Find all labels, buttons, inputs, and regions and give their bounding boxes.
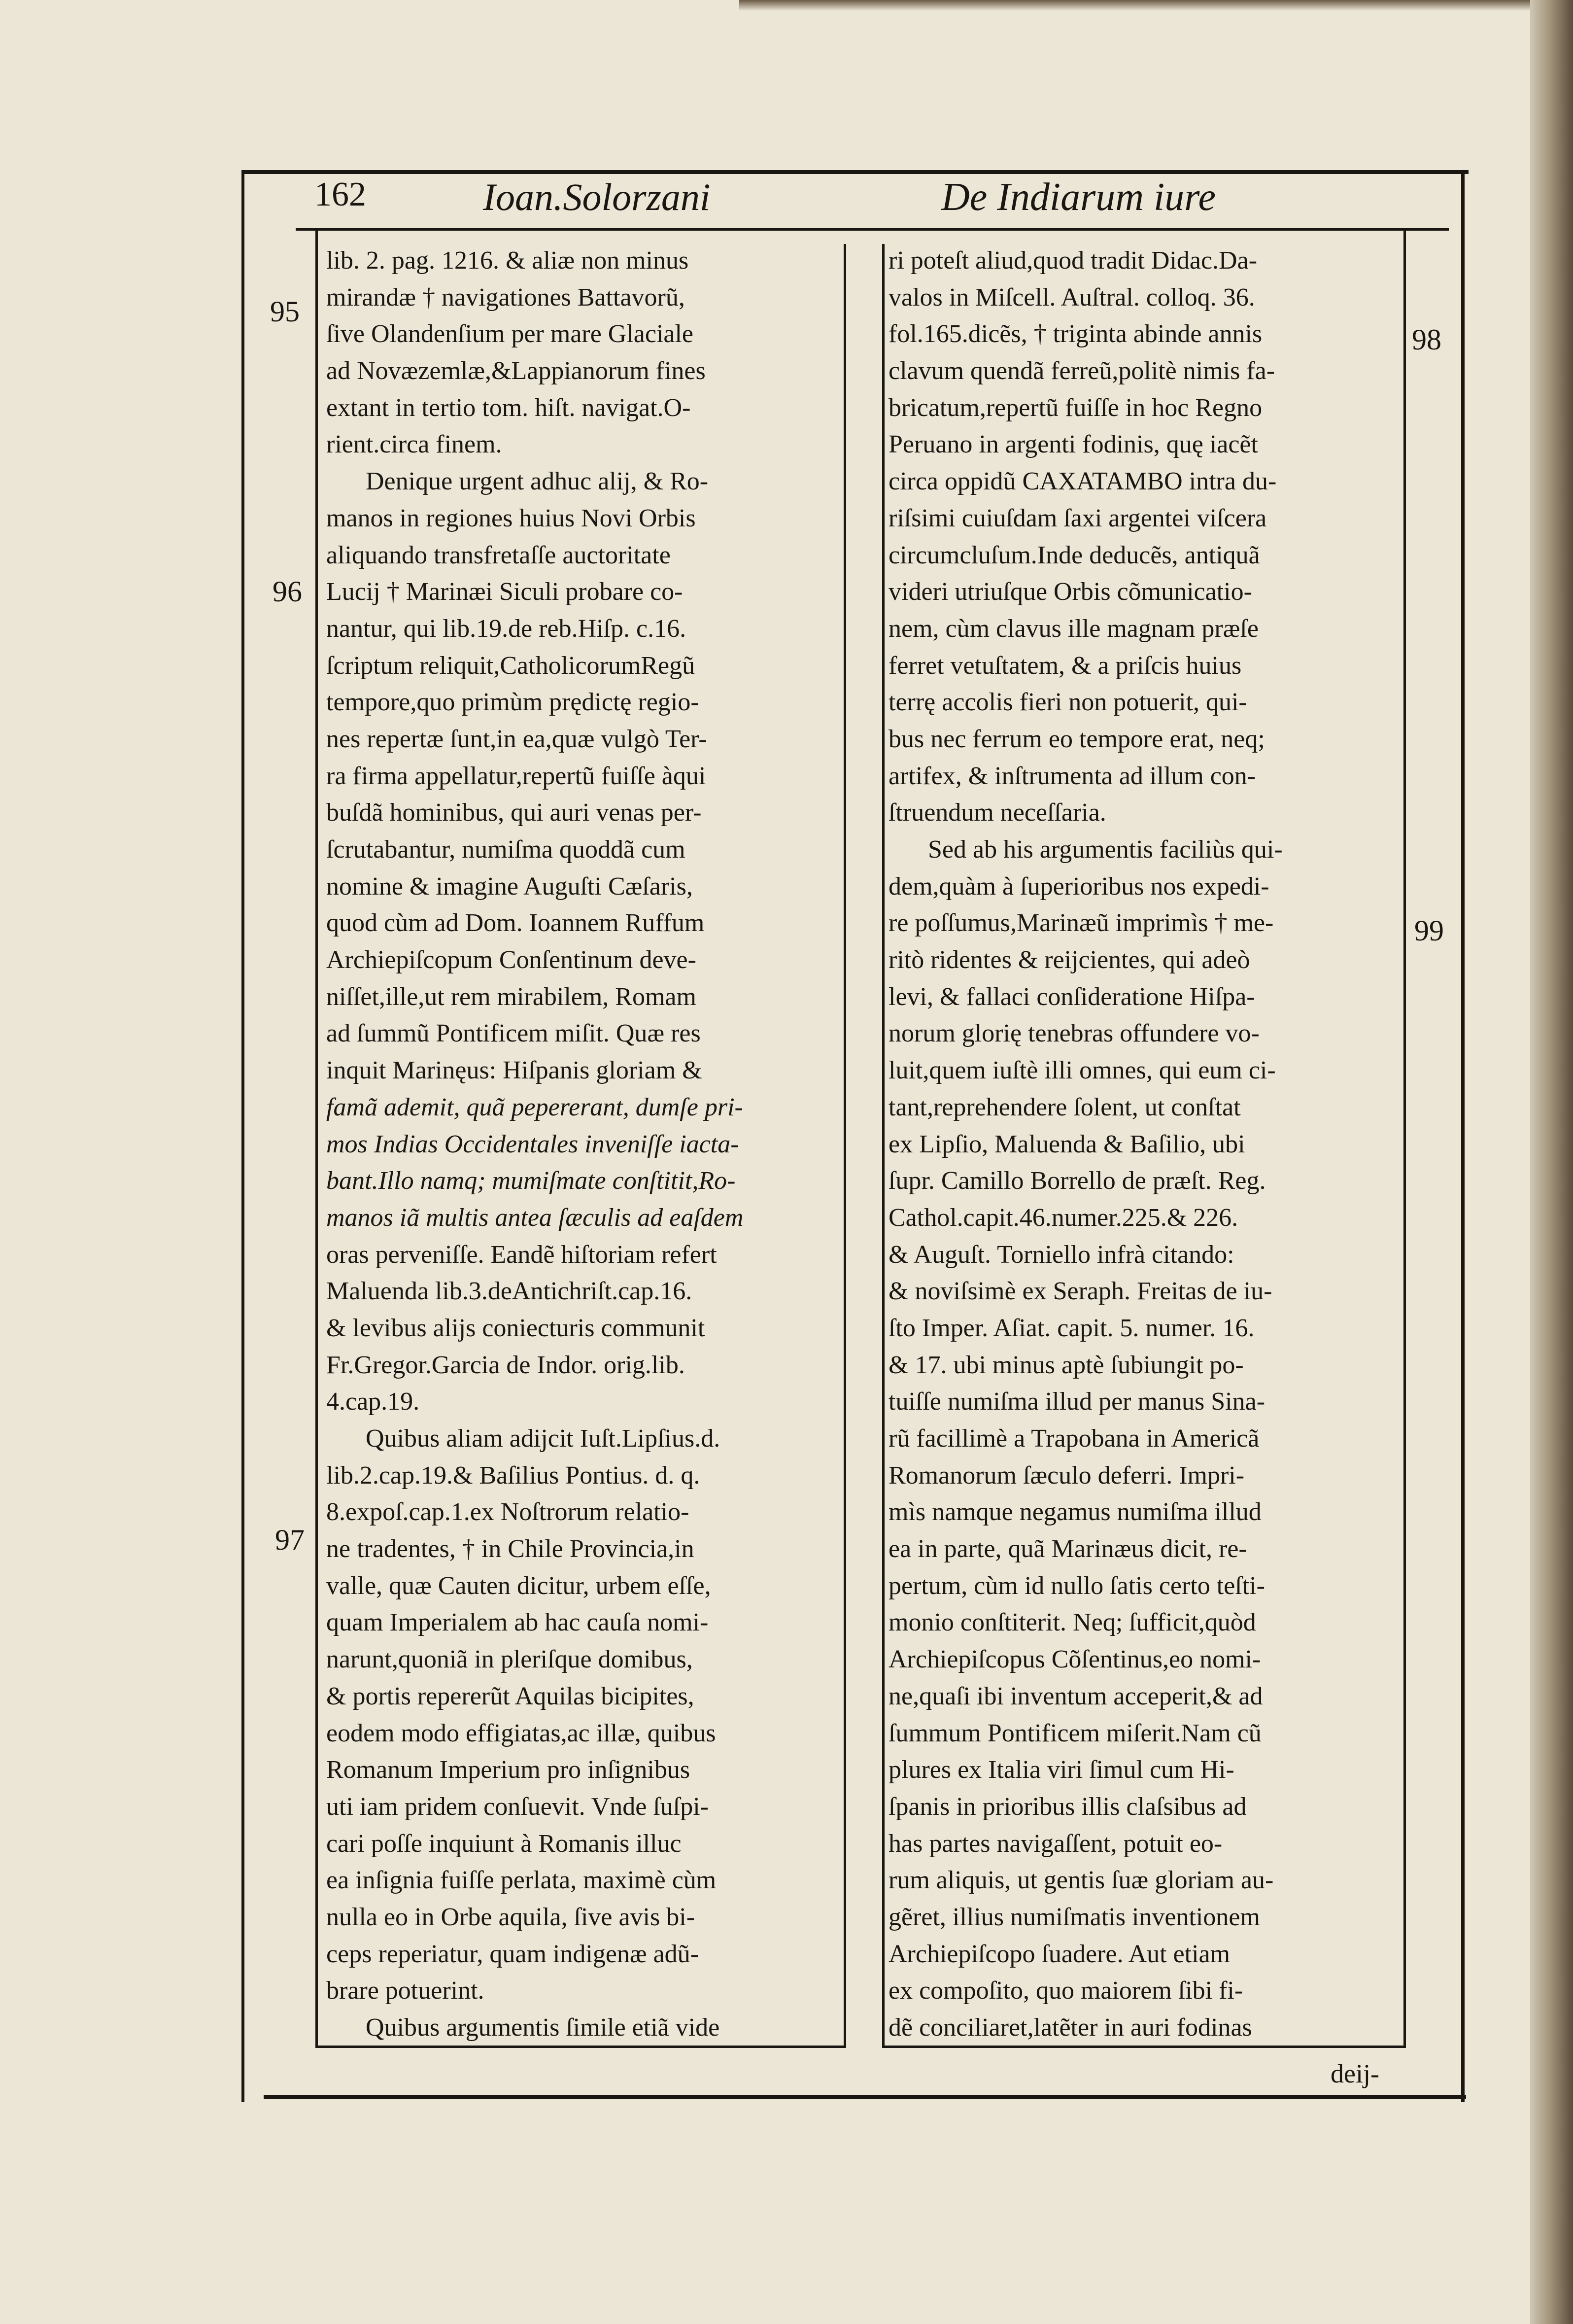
text-line: rũ facillimè a Trapobana in Americã [889, 1424, 1260, 1453]
text-line: rient.circa finem. [326, 430, 502, 459]
text-line: Cathol.capit.46.numer.225.& 226. [889, 1203, 1238, 1232]
text-line: extant in tertio tom. hiſt. navigat.O- [326, 393, 691, 422]
text-line: manos in regiones huius Novi Orbis [326, 504, 696, 532]
text-line: Quibus aliam adijcit Iuſt.Lipſius.d. [366, 1424, 720, 1453]
text-line: oras perveniſſe. Eandẽ hiſtoriam refert [326, 1240, 717, 1269]
text-line: niſſet,ille,ut rem mirabilem, Romam [326, 982, 696, 1011]
text-line: eodem modo effigiatas,ac illæ, quibus [326, 1719, 716, 1747]
text-line: mirandæ † navigationes Battavorũ, [326, 283, 685, 312]
text-line: Romanorum ſæculo deferri. Impri- [889, 1461, 1245, 1490]
running-head-title: De Indiarum iure [941, 175, 1216, 219]
text-line: valle, quæ Cauten dicitur, urbem eſſe, [326, 1571, 711, 1600]
text-line: ſupr. Camillo Borrello de præſt. Reg. [889, 1167, 1266, 1195]
text-line-italic: famã ademit, quã pepererant, dumſe pri- [326, 1093, 743, 1121]
text-line: cari poſſe inquiunt à Romanis illuc [326, 1829, 682, 1858]
text-line: lib. 2. pag. 1216. & aliæ non minus [326, 246, 689, 275]
text-line: Denique urgent adhuc alij, & Ro- [366, 467, 709, 496]
frame-left-inner [315, 229, 318, 2048]
text-line: mìs namque negamus numiſma illud [889, 1498, 1262, 1526]
text-line: ſcrutabantur, numiſma quoddã cum [326, 835, 685, 864]
text-line: brare potuerint. [326, 1977, 484, 2005]
text-line: ne tradentes, † in Chile Provincia,in [326, 1535, 694, 1563]
text-line: Lucij † Marinæi Siculi probare co- [326, 578, 683, 606]
running-head-author: Ioan.Solorzani [483, 175, 711, 218]
text-line: ferret vetuſtatem, & a priſcis huius [889, 651, 1242, 680]
text-line: quam Imperialem ab hac cauſa nomi- [326, 1608, 709, 1637]
text-line: 4.cap.19. [326, 1387, 420, 1416]
text-line: clavum quendã ferreũ,politè nimis fa- [889, 357, 1275, 385]
text-line: norum glorię tenebras offundere vo- [889, 1019, 1260, 1048]
text-line: terrę accolis fieri non potuerit, qui- [889, 688, 1247, 717]
text-line: narunt,quoniã in pleriſque domibus, [326, 1645, 693, 1674]
text-line: inquit Marinęus: Hiſpanis gloriam & [326, 1056, 702, 1085]
text-line: Quibus argumentis ſimile etiã vide [366, 2013, 720, 2042]
text-line: ſto Imper. Aſiat. capit. 5. numer. 16. [889, 1314, 1255, 1342]
text-line: 8.expoſ.cap.1.ex Noſtrorum relatio- [326, 1498, 689, 1526]
text-line: aliquando transfretaſſe auctoritate [326, 541, 671, 569]
text-line: Romanum Imperium pro inſignibus [326, 1756, 690, 1784]
text-line: nes repertæ ſunt,in ea,quæ vulgò Ter- [326, 725, 707, 753]
text-line: ſummum Pontificem miſerit.Nam cũ [889, 1719, 1262, 1747]
text-line: ad ſummũ Pontificem miſit. Quæ res [326, 1019, 701, 1048]
text-line: riſsimi cuiuſdam ſaxi argentei viſcera [889, 504, 1267, 532]
text-line: tempore,quo primùm prędictę regio- [326, 688, 699, 717]
text-line: nulla eo in Orbe aquila, ſive avis bi- [326, 1903, 695, 1931]
frame-right-inner [1403, 229, 1406, 2048]
text-line: Peruano in argenti fodinis, quę iacẽt [889, 430, 1258, 459]
margin-number-95: 95 [270, 295, 300, 328]
text-line: nomine & imagine Auguſti Cæſaris, [326, 872, 693, 901]
text-line: dem,quàm à ſuperioribus nos expedi- [889, 872, 1269, 901]
text-line: ceps reperiatur, quam indigenæ adũ- [326, 1940, 699, 1968]
text-line-italic: manos iã multis antea ſæculis ad eaſdem [326, 1203, 744, 1232]
text-line: Sed ab his argumentis faciliùs qui- [928, 835, 1283, 864]
text-line: valos in Miſcell. Auſtral. colloq. 36. [889, 283, 1255, 312]
left-column-text [326, 243, 834, 2047]
text-line: lib.2.cap.19.& Baſilius Pontius. d. q. [326, 1461, 700, 1490]
margin-number-97: 97 [275, 1524, 305, 1556]
text-line: ea inſignia fuiſſe perlata, maximè cùm [326, 1866, 717, 1895]
text-line: ritò ridentes & reijcientes, qui adeò [889, 946, 1250, 974]
text-line: ſcriptum reliquit,CatholicorumRegũ [326, 651, 695, 680]
page-number: 162 [314, 175, 366, 213]
margin-number-98: 98 [1412, 323, 1441, 356]
text-line: nem, cùm clavus ille magnam præſe [889, 614, 1259, 643]
text-line: plures ex Italia viri ſimul cum Hi- [889, 1756, 1234, 1784]
text-line: ne,quaſi ibi inventum acceperit,& ad [889, 1682, 1263, 1710]
text-line: bricatum,repertũ fuiſſe in hoc Regno [889, 393, 1263, 422]
text-line: ri poteſt aliud,quod tradit Didac.Da- [889, 246, 1258, 275]
text-line: ex Lipſio, Maluenda & Baſilio, ubi [889, 1130, 1245, 1158]
text-line: & Auguſt. Torniello infrà citando: [889, 1240, 1234, 1269]
text-line: gẽret, illius numiſmatis inventionem [889, 1903, 1260, 1931]
text-line: ex compoſito, quo maiorem ſibi fi- [889, 1977, 1243, 2005]
header-underline [296, 228, 1449, 231]
text-line: & noviſsimè ex Seraph. Freitas de iu- [889, 1277, 1272, 1306]
text-line: ſtruendum neceſſaria. [889, 798, 1106, 827]
text-line: videri utriuſque Orbis cõmunicatio- [889, 578, 1252, 606]
text-line: ſpanis in prioribus illis claſsibus ad [889, 1792, 1247, 1821]
text-line: levi, & fallaci conſideratione Hiſpa- [889, 982, 1255, 1011]
text-line: ea in parte, quã Marinæus dicit, re- [889, 1535, 1247, 1563]
text-line: ſive Olandenſium per mare Glaciale [326, 320, 694, 348]
column-divider-left [844, 244, 846, 2048]
text-line: nantur, qui lib.19.de reb.Hiſp. c.16. [326, 614, 686, 643]
column-divider-right [882, 244, 885, 2048]
text-line: bus nec ferrum eo tempore erat, neq; [889, 725, 1265, 753]
text-line: circa oppidũ CAXATAMBO intra du- [889, 467, 1277, 496]
right-column-text [889, 243, 1395, 2047]
text-line-italic: mos Indias Occidentales inveniſſe iacta- [326, 1130, 739, 1158]
page-top-edge [739, 0, 1530, 11]
text-line-italic: bant.Illo namq; mumiſmate conſtitit,Ro- [326, 1167, 736, 1195]
text-line: uti iam pridem conſuevit. Vnde ſuſpi- [326, 1792, 709, 1821]
text-line: dẽ conciliaret,latẽter in auri fodinas [889, 2013, 1252, 2042]
text-line: circumcluſum.Inde deducẽs, antiquã [889, 541, 1260, 569]
text-line: & levibus alijs coniecturis communit [326, 1314, 705, 1342]
text-line: tuiſſe numiſma illud per manus Sina- [889, 1387, 1265, 1416]
text-line: & portis repererũt Aquilas bicipites, [326, 1682, 694, 1710]
text-line: re poſſumus,Marinæũ imprimìs † me- [889, 909, 1274, 937]
text-line: luit,quem iuſtè illi omnes, qui eum ci- [889, 1056, 1276, 1085]
text-line: tant,reprehendere ſolent, ut conſtat [889, 1093, 1241, 1121]
book-binding-edge [1530, 0, 1573, 2324]
text-line: Maluenda lib.3.deAntichriſt.cap.16. [326, 1277, 692, 1306]
footer-rule [264, 2095, 1466, 2099]
frame-right-outer [1461, 170, 1465, 2102]
text-line: Fr.Gregor.Garcia de Indor. orig.lib. [326, 1351, 685, 1379]
text-line: artifex, & inſtrumenta ad illum con- [889, 762, 1256, 790]
catchword: deij- [1331, 2059, 1379, 2088]
header-rule [241, 170, 1469, 174]
text-line: Archiepiſcopum Conſentinum deve- [326, 946, 696, 974]
text-line: ad Novæzemlæ,&Lappianorum fines [326, 357, 706, 385]
text-line: pertum, cùm id nullo ſatis certo teſti- [889, 1571, 1265, 1600]
text-line: & 17. ubi minus aptè ſubiungit po- [889, 1351, 1244, 1379]
margin-number-96: 96 [273, 575, 302, 608]
text-line: Archiepiſcopus Cõſentinus,eo nomi- [889, 1645, 1261, 1674]
text-line: has partes navigaſſent, potuit eo- [889, 1829, 1223, 1858]
text-line: buſdã hominibus, qui auri venas per- [326, 798, 702, 827]
text-line: rum aliquis, ut gentis ſuæ gloriam au- [889, 1866, 1274, 1895]
text-line: quod cùm ad Dom. Ioannem Ruffum [326, 909, 705, 937]
text-line: monio conſtiterit. Neq; ſufficit,quòd [889, 1608, 1256, 1637]
text-line: Archiepiſcopo ſuadere. Aut etiam [889, 1940, 1231, 1968]
frame-left-outer [241, 170, 244, 2102]
text-line: fol.165.dicẽs, † triginta abinde annis [889, 320, 1263, 348]
margin-number-99: 99 [1414, 914, 1444, 947]
text-line: ra firma appellatur,repertũ fuiſſe àqui [326, 762, 706, 790]
